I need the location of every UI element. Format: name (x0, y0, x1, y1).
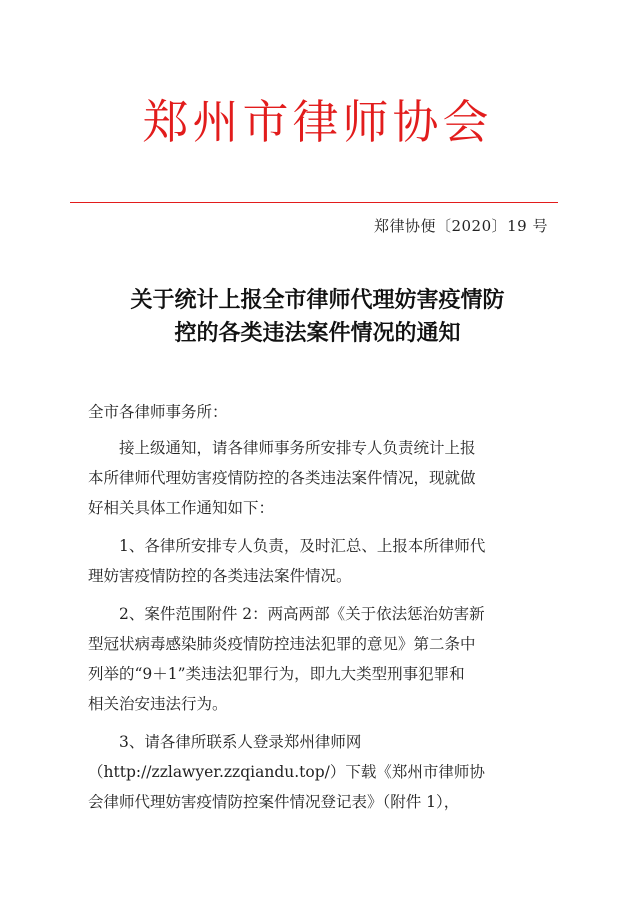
title-line-2: 控的各类违法案件情况的通知 (174, 321, 461, 346)
paragraph-item-1 (88, 531, 550, 591)
document-number: 郑律协便〔2020〕19 号 (373, 217, 548, 235)
paragraph-item-2 (88, 599, 550, 719)
paragraph-line: 接上级通知，请各律师事务所安排专人负责统计上报 (119, 439, 476, 457)
paragraph-line: 相关治安违法行为。 (88, 695, 228, 713)
paragraph-line: （http://zzlawyer.zzqiandu.top/）下载《郑州市律师协 (88, 763, 485, 781)
paragraph-line: 2、案件范围附件 2：两高两部《关于依法惩治妨害新 (119, 605, 485, 623)
paragraph-line: 会律师代理妨害疫情防控案件情况登记表》（附件 1）， (88, 793, 460, 811)
paragraph-line: 3、请各律所联系人登录郑州律师网 (119, 733, 362, 751)
document-title (60, 284, 575, 350)
paragraph-line: 理妨害疫情防控的各类违法案件情况。 (88, 567, 352, 585)
title-line-1: 关于统计上报全市律师代理妨害疫情防 (130, 288, 505, 313)
paragraph-intro (88, 433, 550, 523)
paragraph-line: 本所律师代理妨害疫情防控的各类违法案件情况，现就做 (88, 469, 476, 487)
paragraph-line: 列举的“9＋1”类违法犯罪行为，即九大类型刑事犯罪和 (88, 665, 465, 683)
paragraph-line: 型冠状病毒感染肺炎疫情防控违法犯罪的意见》第二条中 (88, 635, 476, 653)
red-divider-line (70, 202, 558, 203)
paragraph-item-3 (88, 727, 550, 817)
paragraph-line: 好相关具体工作通知如下： (88, 499, 275, 517)
document-body (88, 397, 550, 825)
masthead-org-name: 郑州市律师协会 (142, 95, 493, 149)
paragraph-line: 1、各律所安排专人负责，及时汇总、上报本所律师代 (119, 537, 486, 555)
salutation: 全市各律师事务所： (88, 403, 228, 421)
